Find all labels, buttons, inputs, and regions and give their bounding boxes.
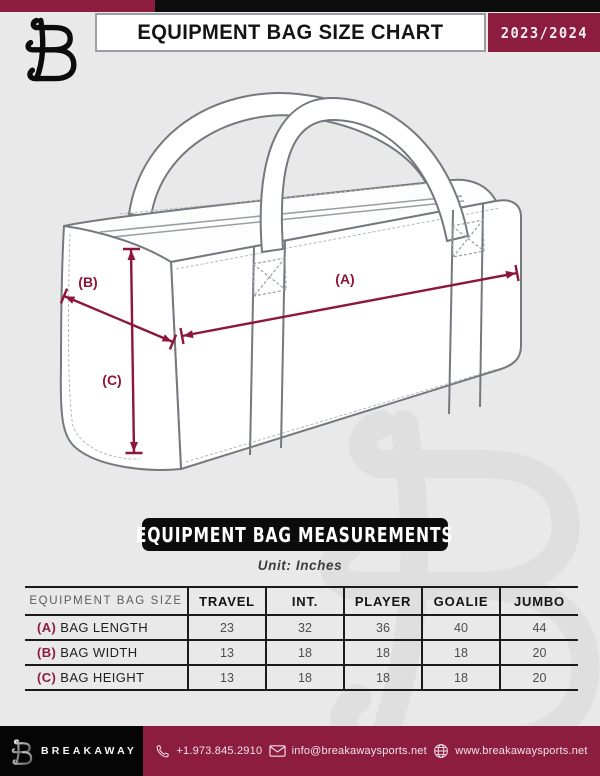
footer-brand-name: BREAKAWAY [41,745,138,757]
top-strip-maroon [0,0,155,12]
row-text-width: BAG WIDTH [60,645,138,660]
cell-value: 23 [188,615,266,640]
cell-value: 44 [500,615,578,640]
footer-phone-text[interactable]: +1.973.845.2910 [176,745,263,757]
cell-value: 18 [422,665,500,690]
cell-value: 13 [188,640,266,665]
footer-breakaway-logo-icon [10,737,34,766]
footer-phone [155,744,262,759]
cell-value: 18 [422,640,500,665]
bag-left-panel [61,226,181,470]
season-label: 2023/2024 [500,23,588,42]
table-row-length [25,615,578,640]
breakaway-logo-icon [20,12,82,84]
cell-value: 18 [344,640,422,665]
table-row-height [25,665,578,690]
globe-icon [433,743,449,759]
row-key-c: (C) [37,670,57,685]
cell-value: 18 [266,640,344,665]
cell-value: 18 [266,665,344,690]
phone-icon [155,744,170,759]
footer-email [269,744,427,758]
col-header-int: INT. [266,587,344,615]
cell-value: 18 [344,665,422,690]
measurements-banner [136,518,454,551]
table-header-row [25,587,578,615]
size-table [25,586,578,691]
equipment-bag-diagram [0,86,600,520]
footer-website [433,743,587,759]
cell-value: 20 [500,640,578,665]
unit-label: Unit: Inches [257,558,343,573]
row-text-length: BAG LENGTH [60,620,149,635]
cell-value: 32 [266,615,344,640]
row-key-b: (B) [37,645,57,660]
col-header-travel: TRAVEL [188,587,266,615]
page-title-box [95,13,486,52]
footer-email-text[interactable]: info@breakawaysports.net [291,745,427,757]
measurements-banner-label: EQUIPMENT BAG MEASUREMENTS [136,522,454,547]
dimension-label-a: (A) [335,271,355,287]
col-header-player: PLAYER [344,587,422,615]
cell-value: 13 [188,665,266,690]
row-label-height [25,665,188,690]
page-title: EQUIPMENT BAG SIZE CHART [137,20,444,44]
cell-value: 36 [344,615,422,640]
row-label-width [25,640,188,665]
col-header-size: EQUIPMENT BAG SIZE [29,595,183,607]
col-header-jumbo: JUMBO [500,587,578,615]
cell-value: 40 [422,615,500,640]
col-header-goalie: GOALIE [422,587,500,615]
row-key-a: (A) [37,620,57,635]
row-label-length [25,615,188,640]
footer-website-text[interactable]: www.breakawaysports.net [455,745,588,757]
footer-brand-section [0,726,143,776]
row-text-height: BAG HEIGHT [60,670,145,685]
dimension-label-c: (C) [102,372,122,388]
season-badge [488,13,600,52]
top-strip-black [155,0,600,12]
email-icon [269,744,286,758]
cell-value: 20 [500,665,578,690]
table-row-width [25,640,578,665]
footer-contact-section [143,726,600,776]
dimension-label-b: (B) [78,274,98,290]
